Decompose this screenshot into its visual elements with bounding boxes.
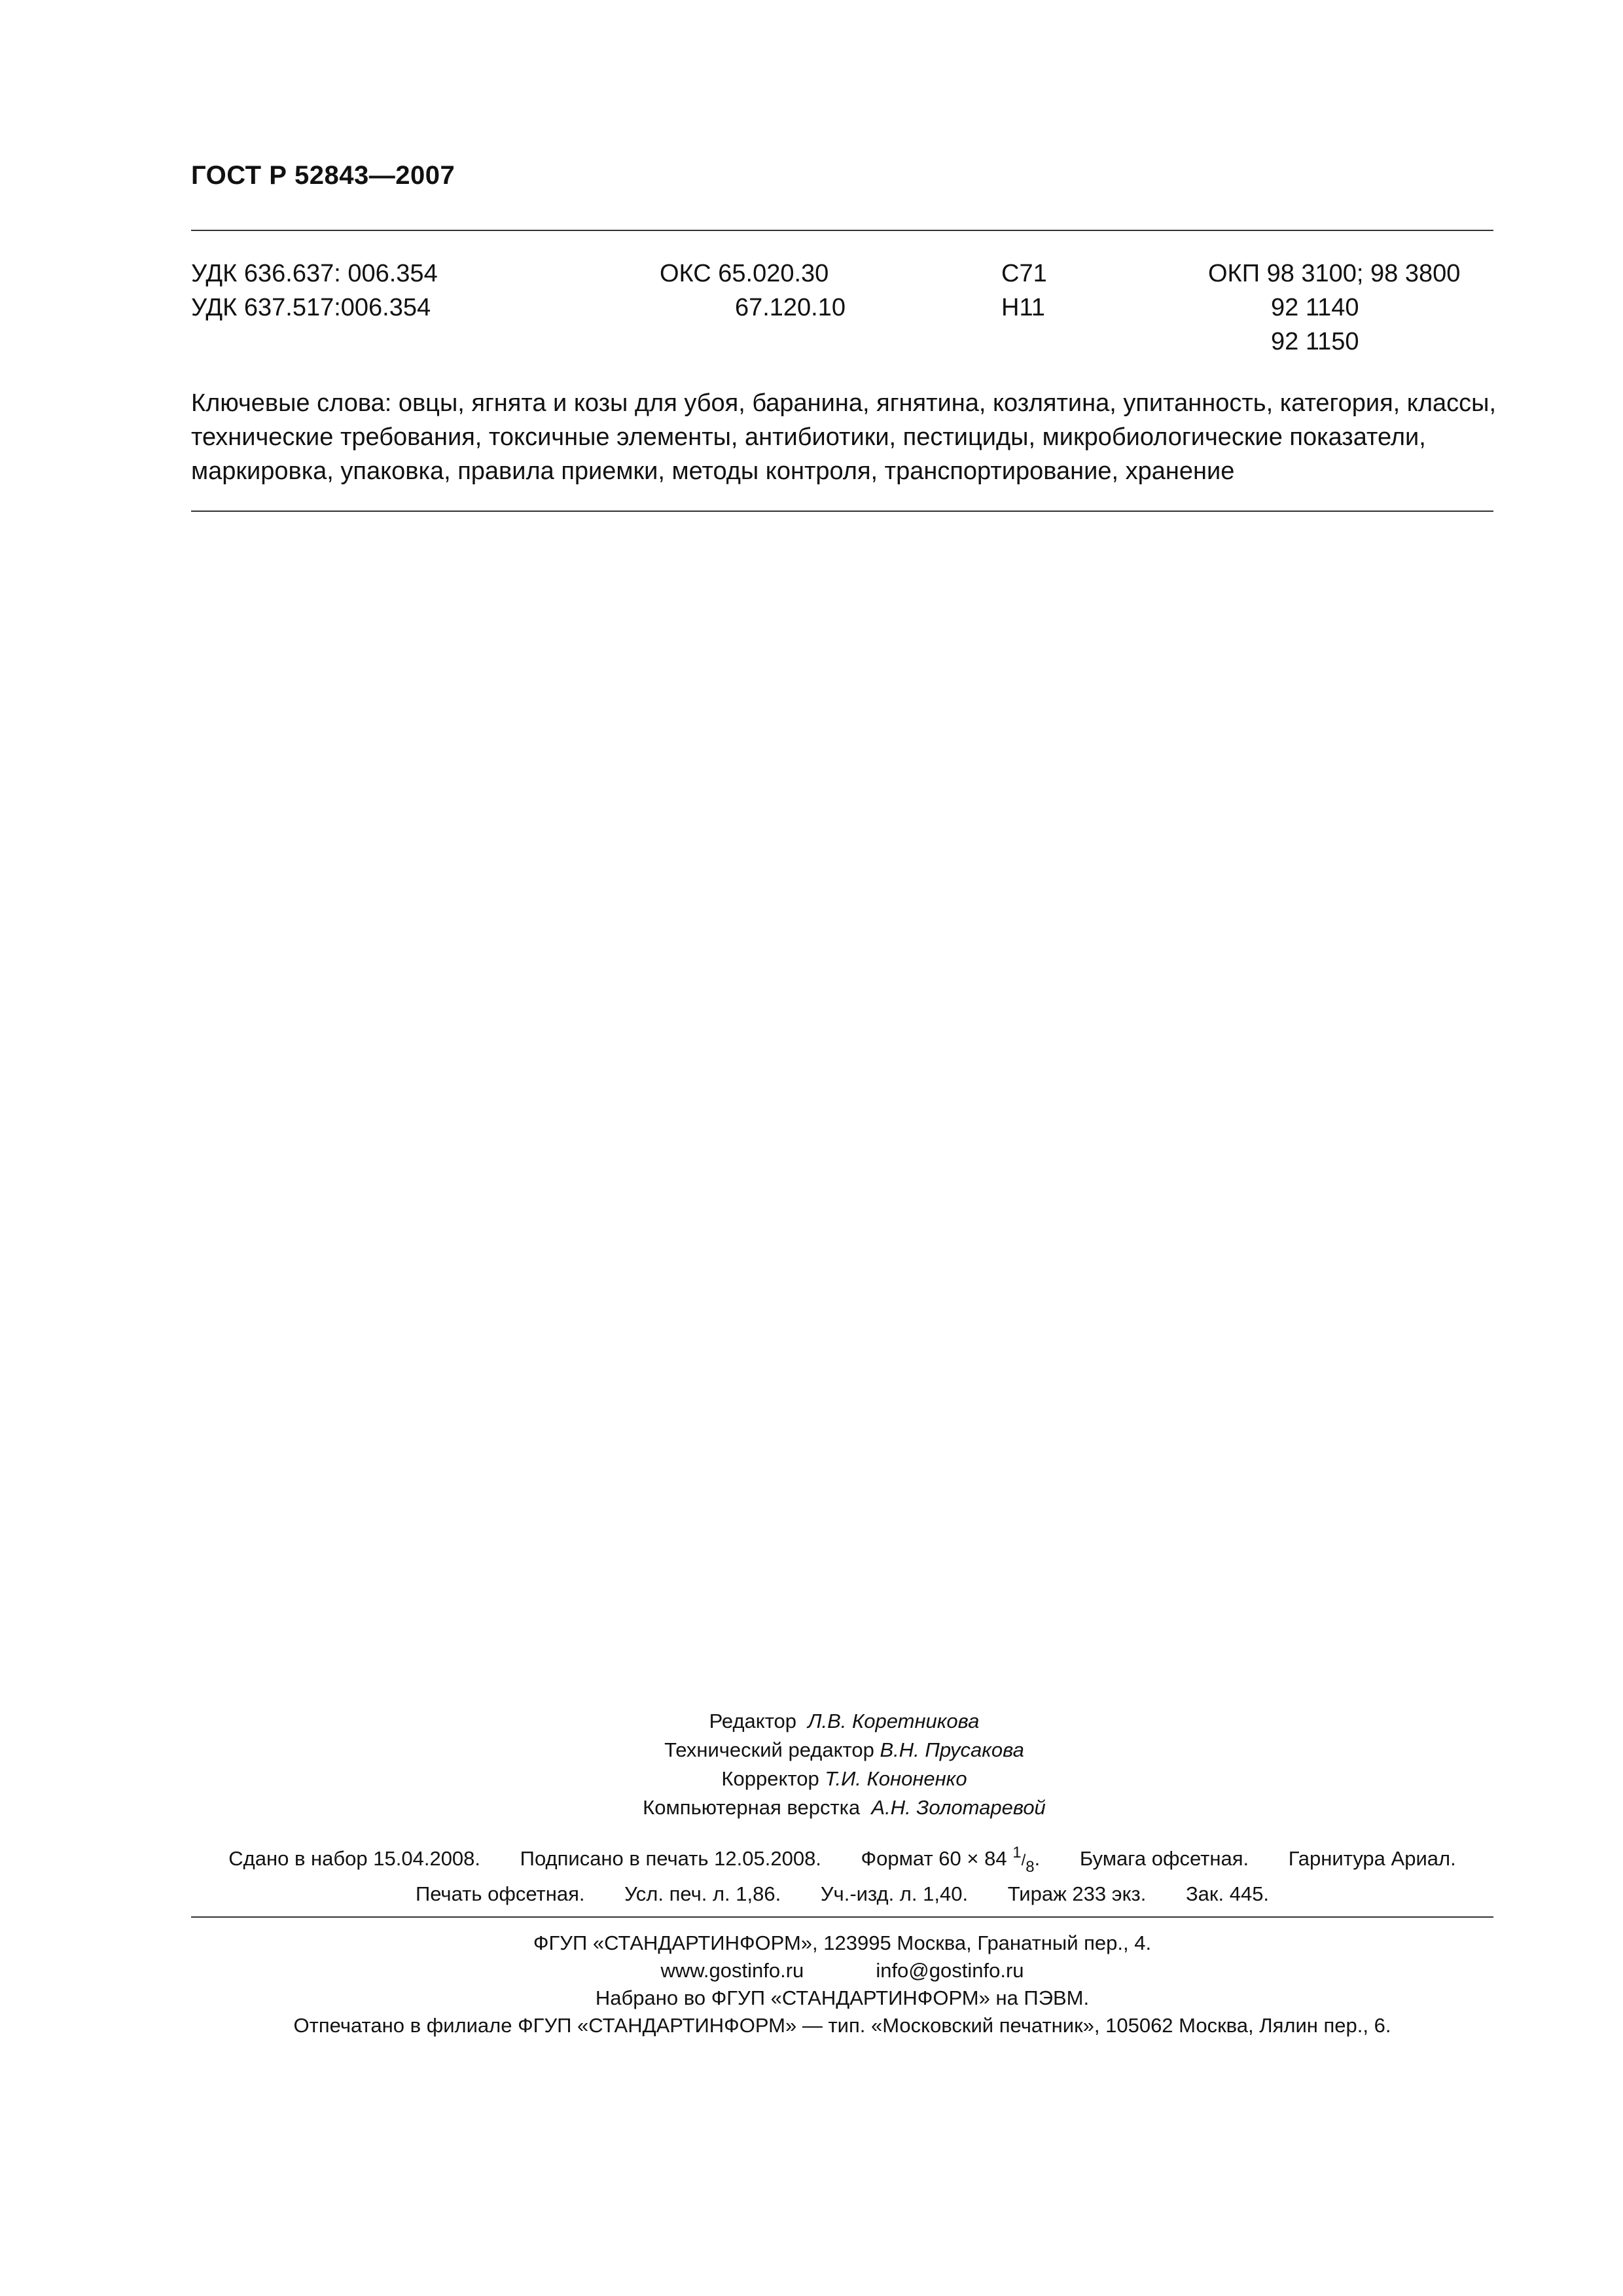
keywords-rule <box>191 511 1493 512</box>
oks-codes <box>660 257 846 325</box>
print-type: Печать офсетная. <box>415 1882 585 1905</box>
printer-note: Отпечатано в филиале ФГУП «СТАНДАРТИНФОРМ» — тип. «Московский печатник», 105062 Москва, Лялин пер., 6. <box>293 2014 1391 2037</box>
okp-code: ОКП 98 3100; 98 3800 <box>1208 260 1461 287</box>
imprint-line-1 <box>191 1844 1493 1875</box>
credit-name: Л.В. Коретникова <box>808 1710 980 1732</box>
format-fraction: 1/8 <box>1012 1844 1035 1876</box>
udk-code: УДК 637.517:006.354 <box>191 294 431 321</box>
format: Формат 60 × 84 1/8. <box>861 1844 1041 1876</box>
credit-name: Т.И. Кононенко <box>825 1767 967 1790</box>
credit-line <box>576 1765 1113 1793</box>
okp-codes <box>1208 257 1460 359</box>
publisher-website-link[interactable]: www.gostinfo.ru <box>660 1959 804 1982</box>
publishing-sheets: Уч.-изд. л. 1,40. <box>820 1882 969 1905</box>
okp-code: 92 1140 <box>1271 294 1359 321</box>
publisher-email-link[interactable]: info@gostinfo.ru <box>876 1959 1024 1982</box>
udk-codes <box>191 257 438 325</box>
credit-role: Компьютерная верстка <box>643 1796 861 1819</box>
keywords-label: Ключевые слова: <box>191 389 392 417</box>
publisher-block <box>191 1929 1493 2039</box>
group-code: Н11 <box>1001 294 1045 321</box>
typeset-note: Набрано во ФГУП «СТАНДАРТИНФОРМ» на ПЭВМ. <box>595 1986 1090 2009</box>
imprint-line-2 <box>191 1880 1493 1909</box>
credit-role: Редактор <box>709 1710 797 1732</box>
print-run: Тираж 233 экз. <box>1007 1882 1147 1905</box>
udk-code: УДК 636.637: 006.354 <box>191 260 438 287</box>
signed-date: Подписано в печать 12.05.2008. <box>520 1847 821 1870</box>
credit-role: Корректор <box>721 1767 819 1790</box>
oks-code: 67.120.10 <box>734 294 846 321</box>
paper-type: Бумага офсетная. <box>1079 1847 1249 1870</box>
order-number: Зак. 445. <box>1185 1882 1270 1905</box>
publisher-contacts <box>191 1957 1493 1984</box>
oks-code: ОКС 65.020.30 <box>660 260 829 287</box>
group-codes <box>1001 257 1047 325</box>
group-code: С71 <box>1001 260 1047 287</box>
credits-block <box>576 1707 1113 1822</box>
publisher-address: ФГУП «СТАНДАРТИНФОРМ», 123995 Москва, Гранатный пер., 4. <box>533 1931 1152 1954</box>
header-rule <box>191 230 1493 231</box>
typeset-date: Сдано в набор 15.04.2008. <box>228 1847 481 1870</box>
credit-line <box>576 1736 1113 1765</box>
credit-line <box>576 1707 1113 1736</box>
credit-line <box>576 1793 1113 1822</box>
printed-sheets: Усл. печ. л. 1,86. <box>624 1882 781 1905</box>
credit-name: А.Н. Золотаревой <box>871 1796 1046 1819</box>
document-code: ГОСТ Р 52843—2007 <box>191 161 455 190</box>
keywords-text: овцы, ягнята и козы для убоя, баранина, ягнятина, козлятина, упитанность, категория, классы, технические требования, токсичные элементы, антибиотики, пестициды, микробиологические показатели, маркировка, упаковка, правила приемки, методы контроля, транспортирование, хранение <box>191 389 1496 485</box>
credit-name: В.Н. Прусакова <box>880 1738 1024 1761</box>
okp-code: 92 1150 <box>1271 328 1359 355</box>
credit-role: Технический редактор <box>664 1738 874 1761</box>
imprint-rule <box>191 1916 1493 1918</box>
keywords-paragraph <box>191 386 1500 488</box>
typeface: Гарнитура Ариал. <box>1288 1847 1456 1870</box>
